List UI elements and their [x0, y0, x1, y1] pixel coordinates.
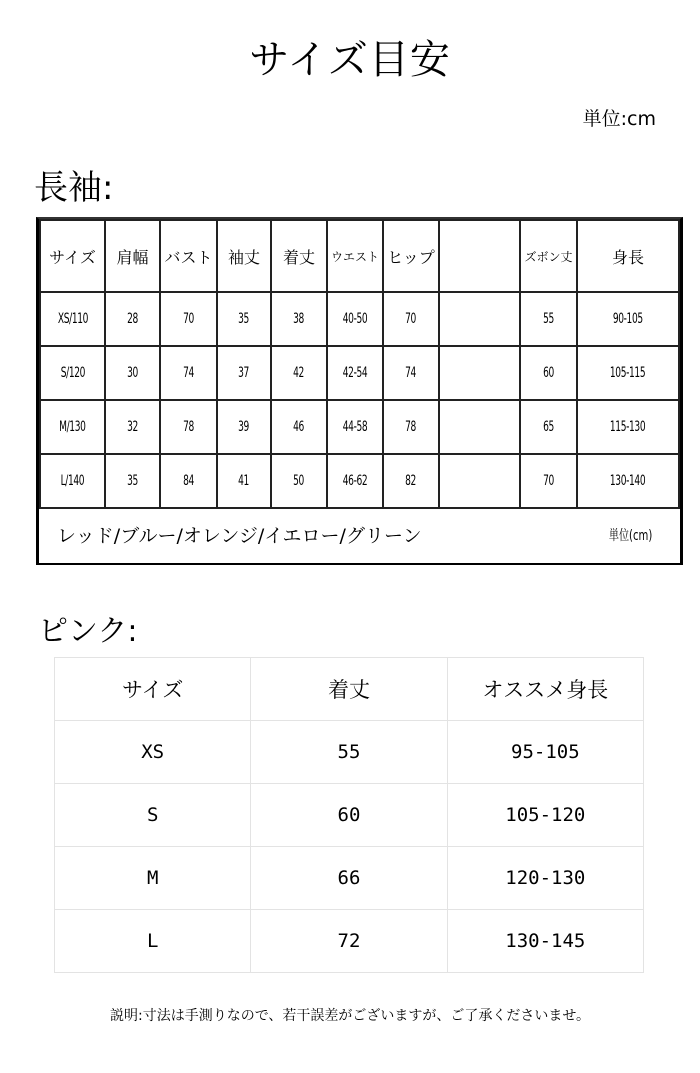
pink-header-row: [55, 658, 644, 721]
table-row: [55, 847, 644, 910]
table-row: [55, 910, 644, 973]
table-cell: 60: [251, 784, 447, 847]
table-cell: 46-62: [327, 454, 383, 508]
color-options: レッド/ブルー/オレンジ/イエロー/グリーン: [57, 525, 422, 547]
table-row: [55, 721, 644, 784]
header-cell: 着丈: [251, 658, 447, 721]
header-cell: バスト: [160, 220, 217, 292]
header-cell: 袖丈: [217, 220, 271, 292]
header-cell: 肩幅: [105, 220, 160, 292]
header-cell: ウエスト: [327, 220, 383, 292]
long-sleeve-size-table: [36, 217, 683, 565]
header-cell: ヒップ: [383, 220, 439, 292]
table-cell: 38: [271, 292, 327, 346]
table-cell: 44-58: [327, 400, 383, 454]
table-cell: 46: [271, 400, 327, 454]
table-cell: 74: [160, 346, 217, 400]
table-cell: 41: [217, 454, 271, 508]
table-cell: 105-115: [577, 346, 679, 400]
table-cell: M: [55, 847, 251, 910]
table-cell: 105-120: [447, 784, 643, 847]
table-cell: M/130: [40, 400, 105, 454]
table-cell: 130-140: [577, 454, 679, 508]
table-cell: 95-105: [447, 721, 643, 784]
table-row: [40, 400, 679, 454]
header-cell: サイズ: [55, 658, 251, 721]
table-cell: [439, 292, 520, 346]
table-cell: 84: [160, 454, 217, 508]
table-footer-row: [39, 507, 680, 563]
table-cell: 72: [251, 910, 447, 973]
header-cell: 着丈: [271, 220, 327, 292]
table-cell: 60: [520, 346, 577, 400]
table-cell: L: [55, 910, 251, 973]
table-cell: [439, 400, 520, 454]
footnote: 説明:寸法は手測りなので、若干誤差がございますが、ご了承くださいませ。: [109, 1008, 590, 1024]
table-cell: 55: [520, 292, 577, 346]
table-cell: [439, 346, 520, 400]
table-cell: 42: [271, 346, 327, 400]
table-cell: 37: [217, 346, 271, 400]
long-sleeve-header-row: [40, 220, 679, 292]
header-cell: サイズ: [40, 220, 105, 292]
table-cell: 70: [520, 454, 577, 508]
pink-heading: ピンク:: [38, 614, 138, 649]
table-cell: 65: [520, 400, 577, 454]
table-cell: 130-145: [447, 910, 643, 973]
header-cell: オススメ身長: [447, 658, 643, 721]
table-cell: S: [55, 784, 251, 847]
unit-label: 単位:cm: [582, 108, 656, 130]
table-row: [40, 346, 679, 400]
table-cell: 35: [105, 454, 160, 508]
table-cell: 42-54: [327, 346, 383, 400]
unit-note: 単位(cm): [608, 528, 652, 544]
table-row: [40, 454, 679, 508]
table-cell: 35: [217, 292, 271, 346]
table-cell: 55: [251, 721, 447, 784]
long-sleeve-heading: 長袖:: [34, 168, 114, 208]
header-cell: [439, 220, 520, 292]
table-cell: 70: [383, 292, 439, 346]
table-row: [40, 292, 679, 346]
table-cell: XS: [55, 721, 251, 784]
page-title: サイズ目安: [249, 37, 451, 83]
table-row: [55, 784, 644, 847]
table-cell: L/140: [40, 454, 105, 508]
table-cell: 78: [383, 400, 439, 454]
header-cell: 身長: [577, 220, 679, 292]
table-cell: 74: [383, 346, 439, 400]
table-cell: 39: [217, 400, 271, 454]
table-cell: [439, 454, 520, 508]
table-cell: 115-130: [577, 400, 679, 454]
table-cell: S/120: [40, 346, 105, 400]
table-cell: 78: [160, 400, 217, 454]
table-cell: 32: [105, 400, 160, 454]
table-cell: 70: [160, 292, 217, 346]
table-cell: 50: [271, 454, 327, 508]
pink-size-table: [54, 657, 644, 973]
header-cell: ズボン丈: [520, 220, 577, 292]
table-cell: XS/110: [40, 292, 105, 346]
table-cell: 66: [251, 847, 447, 910]
table-cell: 40-50: [327, 292, 383, 346]
table-cell: 30: [105, 346, 160, 400]
table-cell: 28: [105, 292, 160, 346]
table-cell: 82: [383, 454, 439, 508]
table-cell: 90-105: [577, 292, 679, 346]
table-cell: 120-130: [447, 847, 643, 910]
